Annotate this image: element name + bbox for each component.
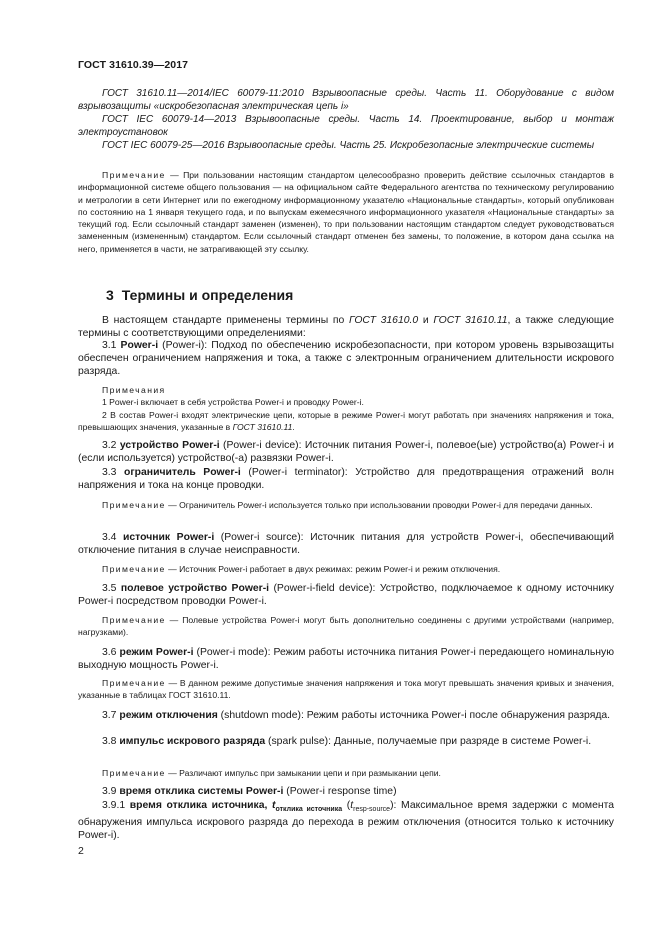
definition-term: устройство Power-i	[119, 440, 220, 451]
definition-3-7	[78, 709, 614, 722]
intro-text: В настоящем стандарте применены термины по	[102, 315, 350, 326]
note-3-4	[78, 563, 614, 575]
page-number: 2	[78, 845, 84, 857]
definition-3-3	[78, 466, 614, 492]
note-references	[78, 169, 614, 255]
definition-term: время отклика источника,	[129, 800, 273, 811]
definition-number: 3.3	[102, 467, 117, 478]
definition-number: 3.9.1	[102, 800, 126, 811]
definition-number: 3.5	[102, 583, 117, 594]
note-item	[78, 409, 614, 434]
intro-text: и	[418, 315, 434, 326]
section-intro	[78, 314, 614, 340]
note-text: — Источник Power-i работает в двух режимах: режим Power-i и режим отключения.	[165, 564, 501, 574]
definition-3-6	[78, 646, 614, 672]
symbol-subscript: resp-source	[353, 806, 391, 814]
definition-text: (Power-i response time)	[283, 786, 397, 797]
intro-ref: ГОСТ 31610.11	[433, 315, 508, 326]
note-text: — Ограничитель Power-i используется только при использовании проводки Power-i для передачи данных.	[165, 500, 593, 510]
note-label: Примечание	[102, 564, 166, 574]
definition-text: (Power-i source): Источник питания для устройств Power-i, обеспечивающий отключение питания в случае неисправности.	[78, 532, 614, 557]
definition-number: 3.4	[102, 532, 117, 543]
definition-term: источник Power-i	[123, 532, 215, 543]
symbol: t	[272, 800, 276, 811]
note-text: — В данном режиме допустимые значения напряжения и тока могут превышать значения кривых и значения, указанные в таблицах ГОСТ 31610.11.	[78, 678, 614, 701]
note-label: Примечания	[102, 385, 166, 395]
definition-number: 3.9	[102, 786, 117, 797]
definition-number: 3.6	[102, 647, 117, 658]
definition-text: (Power-i terminator): Устройство для предотвращения отражений волн напряжения и тока на конце проводки.	[78, 467, 614, 492]
section-title: Термины и определения	[121, 287, 294, 303]
definition-3-9-1	[78, 799, 614, 843]
definition-3-2	[78, 439, 614, 465]
note-text: — При пользовании настоящим стандартом целесообразно проверить действие ссылочных стандартов в информационной системе общего пользования — на официальном сайте Федерального агентства по техническому регулированию и метрологии в сети Интернет или по ежегодному информационному указателю «Национальные стандарты», который опубликован по состоянию на 1 января текущего года, и по выпускам ежемесячного информационного указателя «Национальные стандарты» за текущий год. Если ссылочный стандарт заменен (изменен), то при пользовании настоящим стандартом следует руководствоваться замененным (измененным) стандартом. Если ссылочный стандарт отменен без замены, то положение, в котором дана ссылка на него, применяется в части, не затрагивающей эту ссылку.	[78, 170, 614, 254]
definition-3-5	[78, 582, 614, 608]
reference-1: ГОСТ 31610.11—2014/IEC 60079-11:2010 Взрывоопасные среды. Часть 11. Оборудование с видом взрывозащиты «искробезопасная электрическая цепь i»	[78, 88, 614, 112]
definition-term: ограничитель Power-i	[124, 467, 241, 478]
note-3-5	[78, 614, 614, 639]
note-text: .	[292, 421, 295, 432]
definition-text: ): Максимальное время задержки с момента обнаружения импульса искрового разряда до перехода в режим отключения (относится только к источнику Power-i).	[78, 800, 615, 842]
intro-text: , а также следующие термины с соответствующими определениями:	[78, 315, 614, 340]
definition-term: Power-i	[120, 340, 159, 351]
note-label: Примечание	[102, 768, 166, 778]
note-text: — Различают импульс при замыкании цепи и при размыкании цепи.	[165, 768, 441, 778]
definition-number: 3.2	[102, 440, 117, 451]
note-label: Примечание	[102, 170, 166, 180]
definition-term: полевое устройство Power-i	[120, 583, 270, 594]
document-header: ГОСТ 31610.39—2017	[78, 59, 189, 71]
definition-text: (Power-i-field device): Устройство, подключаемое к одному источнику Power-i посредством проводки Power-i.	[78, 583, 614, 608]
note-3-3	[78, 499, 614, 511]
definition-text: (Power-i device): Источник питания Power-i, полевое(ые) устройство(а) Power-i и (если используется) устройство(-а) развязки Power-i.	[78, 440, 614, 465]
notes-3-1	[78, 384, 614, 433]
note-ref: ГОСТ 31610.11	[232, 421, 293, 432]
definition-term: импульс искрового разряда	[119, 736, 266, 747]
definition-number: 3.7	[102, 710, 117, 721]
note-3-6	[78, 677, 614, 702]
definition-text: (spark pulse): Данные, получаемые при разряде в системе Power-i.	[265, 736, 592, 747]
reference-3: ГОСТ IEC 60079-25—2016 Взрывоопасные среды. Часть 25. Искробезопасные электрические системы	[102, 140, 595, 151]
definition-number: 3.8	[102, 736, 117, 747]
note-item: 1 Power-i включает в себя устройства Power-i и проводку Power-i.	[102, 397, 364, 408]
definition-text: (Power-i): Подход по обеспечению искробезопасности, при котором уровень взрывозащиты обеспечен ограничением напряжения и тока, а также с электронным ограничением длительности искрового разряда.	[78, 340, 614, 378]
definition-text: (	[342, 800, 351, 811]
intro-ref: ГОСТ 31610.0	[349, 315, 419, 326]
note-text: 2 В состав Power-i входят электрические цепи, которые в режиме Power-i могут работать при значениях напряжения и тока, превышающих значения, указанные в	[78, 409, 614, 432]
definition-3-9	[78, 785, 614, 798]
note-text: — Полевые устройства Power-i могут быть дополнительно соединены с другими устройствами (например, нагрузками).	[78, 615, 614, 638]
note-3-8	[78, 767, 614, 779]
note-label: Примечание	[102, 500, 166, 510]
definition-number: 3.1	[102, 340, 117, 351]
section-number: 3	[106, 287, 114, 303]
definition-text: (Power-i mode): Режим работы источника питания Power-i передающего номинальную выходную мощность Power-i.	[78, 647, 615, 672]
definition-3-8	[78, 735, 614, 748]
definition-text: (shutdown mode): Режим работы источника Power-i после обнаружения разряда.	[217, 710, 611, 721]
definition-term: режим Power-i	[119, 647, 194, 658]
symbol: t	[350, 800, 354, 811]
section-heading	[106, 287, 293, 303]
symbol-subscript: отклика источника	[275, 806, 343, 814]
definition-3-1	[78, 339, 614, 379]
definition-term: режим отключения	[119, 710, 218, 721]
definition-3-4	[78, 531, 614, 557]
reference-2: ГОСТ IEC 60079-14—2013 Взрывоопасные среды. Часть 14. Проектирование, выбор и монтаж электроустановок	[78, 114, 614, 138]
note-label: Примечание	[102, 615, 166, 625]
definition-term: время отклика системы Power-i	[119, 786, 284, 797]
note-label: Примечание	[102, 678, 166, 688]
